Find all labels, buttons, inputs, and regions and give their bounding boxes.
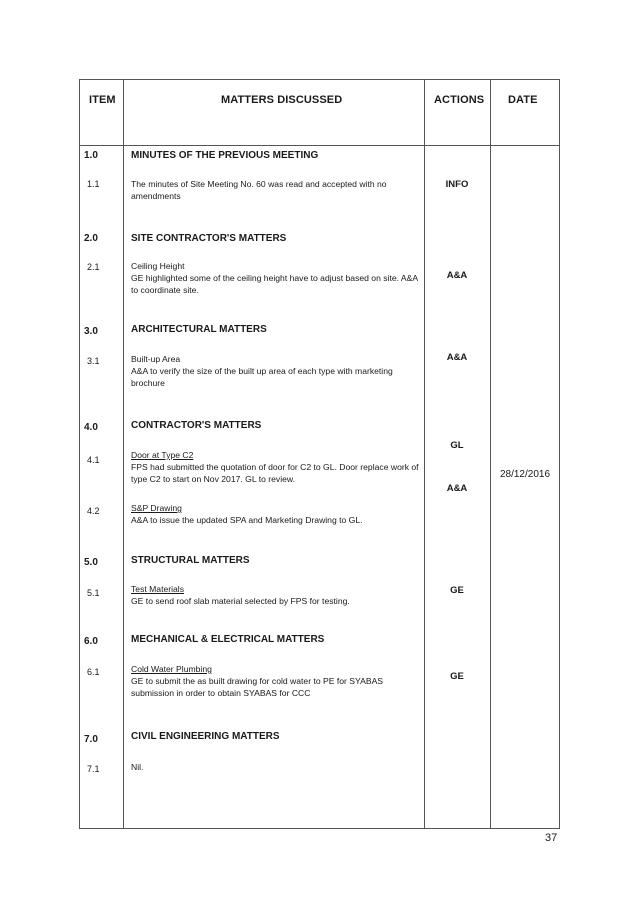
item-number: 7.1 <box>87 764 100 774</box>
action-code: GE <box>450 671 464 682</box>
item-text: The minutes of Site Meeting No. 60 was read and accepted with no amendments <box>131 179 387 201</box>
item-subtitle: Door at Type C2 <box>131 450 194 460</box>
table-top-border <box>79 79 560 80</box>
table-left-border <box>79 79 80 829</box>
section-title: SITE CONTRACTOR'S MATTERS <box>131 233 287 244</box>
item-number: 2.1 <box>87 262 100 272</box>
header-date: DATE <box>508 94 538 106</box>
item-text: FPS had submitted the quotation of door for C2 to GL. Door replace work of type C2 to start on Nov 2017. GL to review. <box>131 462 419 484</box>
item-number: 3.1 <box>87 356 100 366</box>
section-number: 3.0 <box>84 326 98 337</box>
section-title: CONTRACTOR'S MATTERS <box>131 420 262 431</box>
item-subtitle: Cold Water Plumbing <box>131 664 212 674</box>
header-matters-discussed: MATTERS DISCUSSED <box>221 94 343 106</box>
page-number: 37 <box>545 832 558 844</box>
table-bottom-border <box>79 828 560 829</box>
section-number: 7.0 <box>84 734 98 745</box>
item-text: Nil. <box>131 762 144 772</box>
item-number: 4.2 <box>87 506 100 516</box>
column-divider-actions <box>490 79 491 829</box>
section-number: 6.0 <box>84 636 98 647</box>
column-divider-item <box>123 79 124 829</box>
header-actions: ACTIONS <box>434 94 485 106</box>
action-code: GE <box>450 585 464 596</box>
item-subtitle: S&P Drawing <box>131 503 182 513</box>
item-subtitle: Built-up Area <box>131 354 181 364</box>
header-item: ITEM <box>89 94 116 106</box>
item-subtitle: Ceiling Height <box>131 261 185 271</box>
section-number: 1.0 <box>84 150 98 161</box>
item-number: 1.1 <box>87 179 100 189</box>
meeting-date: 28/12/2016 <box>499 469 551 480</box>
action-code: A&A <box>446 352 468 363</box>
item-subtitle: Test Materials <box>131 584 185 594</box>
action-code: INFO <box>445 179 469 190</box>
item-number: 4.1 <box>87 455 100 465</box>
section-title: CIVIL ENGINEERING MATTERS <box>131 731 280 742</box>
table-right-border <box>559 79 560 829</box>
section-number: 5.0 <box>84 557 98 568</box>
header-bottom-border <box>79 145 560 146</box>
item-text: A&A to verify the size of the built up area of each type with marketing brochure <box>131 366 393 388</box>
section-title: MECHANICAL & ELECTRICAL MATTERS <box>131 634 325 645</box>
action-code: A&A <box>446 483 468 494</box>
section-number: 2.0 <box>84 233 98 244</box>
action-code: GL <box>450 440 464 451</box>
item-text: A&A to issue the updated SPA and Marketing Drawing to GL. <box>131 515 363 525</box>
section-title: MINUTES OF THE PREVIOUS MEETING <box>131 150 319 161</box>
column-divider-matters <box>424 79 425 829</box>
item-text: GE to send roof slab material selected by FPS for testing. <box>131 596 350 606</box>
item-number: 6.1 <box>87 667 100 677</box>
item-number: 5.1 <box>87 588 100 598</box>
section-title: STRUCTURAL MATTERS <box>131 555 250 566</box>
item-text: GE highlighted some of the ceiling height have to adjust based on site. A&A to coordinate site. <box>131 273 418 295</box>
action-code: A&A <box>446 270 468 281</box>
item-text: GE to submit the as built drawing for cold water to PE for SYABAS submission in order to obtain SYABAS for CCC <box>131 676 384 698</box>
section-title: ARCHITECTURAL MATTERS <box>131 324 267 335</box>
section-number: 4.0 <box>84 422 98 433</box>
